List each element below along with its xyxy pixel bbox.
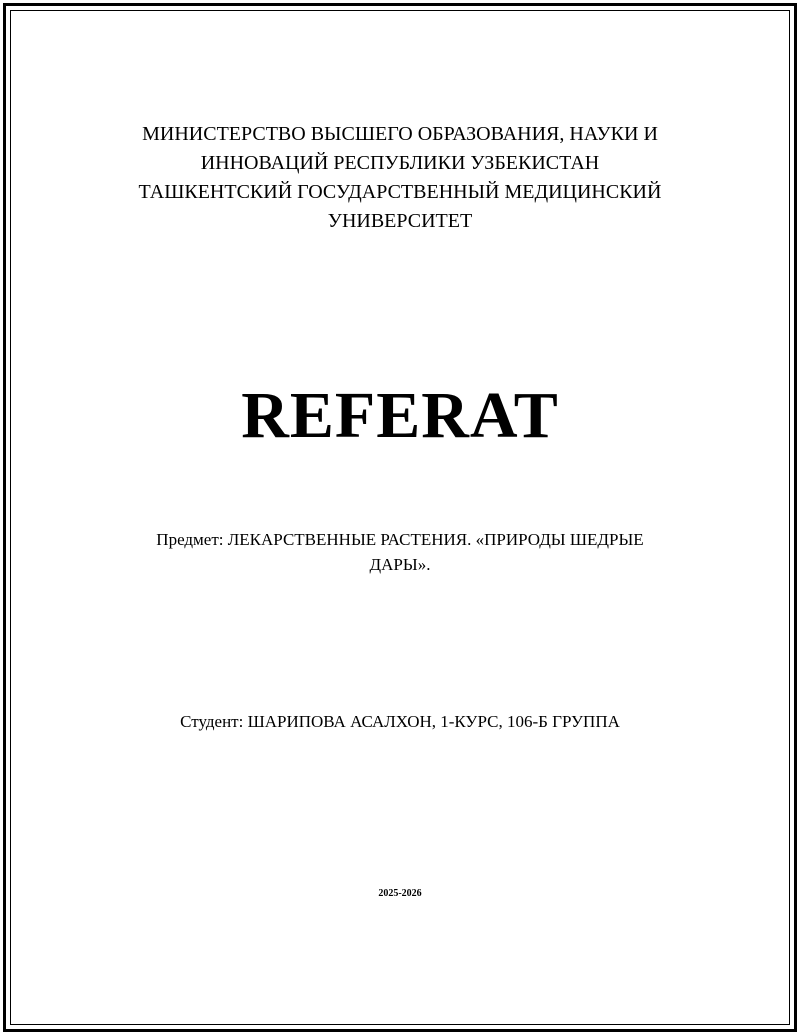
header-line-ministry: МИНИСТЕРСТВО ВЫСШЕГО ОБРАЗОВАНИЯ, НАУКИ И bbox=[142, 123, 658, 145]
student-info: Студент: ШАРИПОВА АСАЛХОН, 1-КУРС, 106-Б ГРУППА bbox=[180, 712, 620, 731]
institution-header bbox=[60, 120, 740, 236]
header-line-university: ТАШКЕНТСКИЙ ГОСУДАРСТВЕННЫЙ МЕДИЦИНСКИЙ bbox=[138, 181, 662, 203]
subject-block bbox=[110, 527, 690, 577]
subject-line-1: Предмет: ЛЕКАРСТВЕННЫЕ РАСТЕНИЯ. «ПРИРОДЫ ШЕДРЫЕ bbox=[156, 530, 644, 549]
subject-line-2: ДАРЫ». bbox=[369, 555, 431, 574]
header-line-university-end: УНИВЕРСИТЕТ bbox=[327, 210, 473, 232]
document-title: REFERAT bbox=[241, 379, 559, 452]
academic-year: 2025-2026 bbox=[378, 888, 422, 899]
header-line-republic: ИННОВАЦИЙ РЕСПУБЛИКИ УЗБЕКИСТАН bbox=[200, 152, 600, 174]
